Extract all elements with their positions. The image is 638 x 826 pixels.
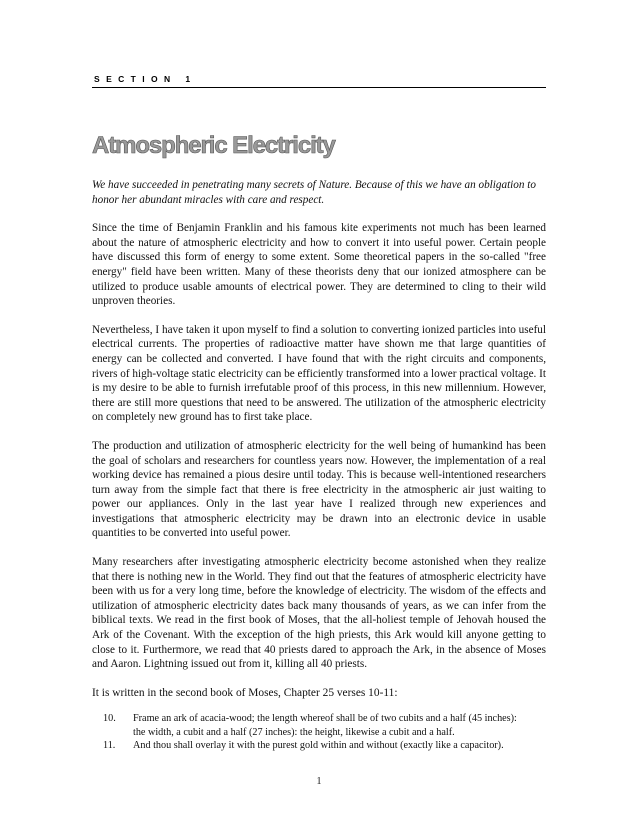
verse-item xyxy=(92,712,546,739)
body-content xyxy=(92,178,546,753)
scripture-lead-in: It is written in the second book of Moses, Chapter 25 verses 10-11: xyxy=(92,686,398,699)
verse-number: 10. xyxy=(103,713,116,725)
verse-text: And thou shall overlay it with the purest gold within and without (exactly like a capacitor). xyxy=(133,740,504,752)
body-paragraph: Many researchers after investigating atmospheric electricity become astonished when they realize that there is nothing new in the World. They find out that the features of atmospheric electricity have been with us for a very long time, before the knowledge of electricity. The wisdom of the effects and utilization of atmospheric electricity dates back many thousands of years, as we can infer from the biblical texts. We read in the first book of Moses, that the all-holiest temple of Jehovah housed the Ark of the Covenant. With the exception of the high priests, this Ark would kill anyone getting to close to it. Furthermore, we read that 40 priests dared to approach the Ark, in the absence of Moses and Aaron. Lightning issued out from it, killing all 40 priests. xyxy=(92,556,546,671)
page-number: 1 xyxy=(316,776,322,787)
body-paragraph: Since the time of Benjamin Franklin and his famous kite experiments not much has been learned about the nature of atmospheric electricity and how to convert it into useful power. Certain people have discussed this form of energy to some extent. Some theoretical papers in the so-called "free energy" field have been written. Many of these theorists deny that our ionized atmosphere can be utilized to produce usable amounts of electrical power. They are determined to cling to their wild unproven theories. xyxy=(92,222,546,308)
section-label: SECTION 1 xyxy=(94,74,197,84)
verse-text: Frame an ark of acacia-wood; the length whereof shall be of two cubits and a half (45 inches): the width, a cubit and a half (27 inches): the height, likewise a cubit and a half. xyxy=(133,713,517,738)
intro-paragraph: We have succeeded in penetrating many secrets of Nature. Because of this we have an obligation to honor her abundant miracles with care and respect. xyxy=(92,179,536,206)
verse-item xyxy=(92,739,546,752)
body-paragraph: Nevertheless, I have taken it upon myself to find a solution to converting ionized particles into useful electrical currents. The properties of radioactive matter have shown me that large quantities of energy can be collected and converted. I have found that with the right circuits and components, rivers of high-voltage static electricity can be efficiently transformed into a lower practical voltage. It is my desire to be able to furnish irrefutable proof of this process, in this new millennium. However, there are still more questions that need to be answered. The utilization of the atmospheric electricity on completely new ground has to first take place. xyxy=(92,323,546,424)
chapter-title: Atmospheric Electricity xyxy=(92,132,335,159)
verse-number: 11. xyxy=(103,740,116,752)
body-paragraph: The production and utilization of atmospheric electricity for the well being of humankind has been the goal of scholars and researchers for countless years now. However, the implementation of a real working device has remained a pious desire until today. This is because well-intentioned researchers turn away from the simple fact that there is free electricity in the atmospheric air just waiting to power our appliances. Only in the last year have I realized through new experiences and investigations that atmospheric electricity may be drawn into an electronic device in usable quantities to be converted into useful power. xyxy=(92,439,546,540)
verse-list xyxy=(92,712,546,752)
section-divider xyxy=(92,87,546,88)
